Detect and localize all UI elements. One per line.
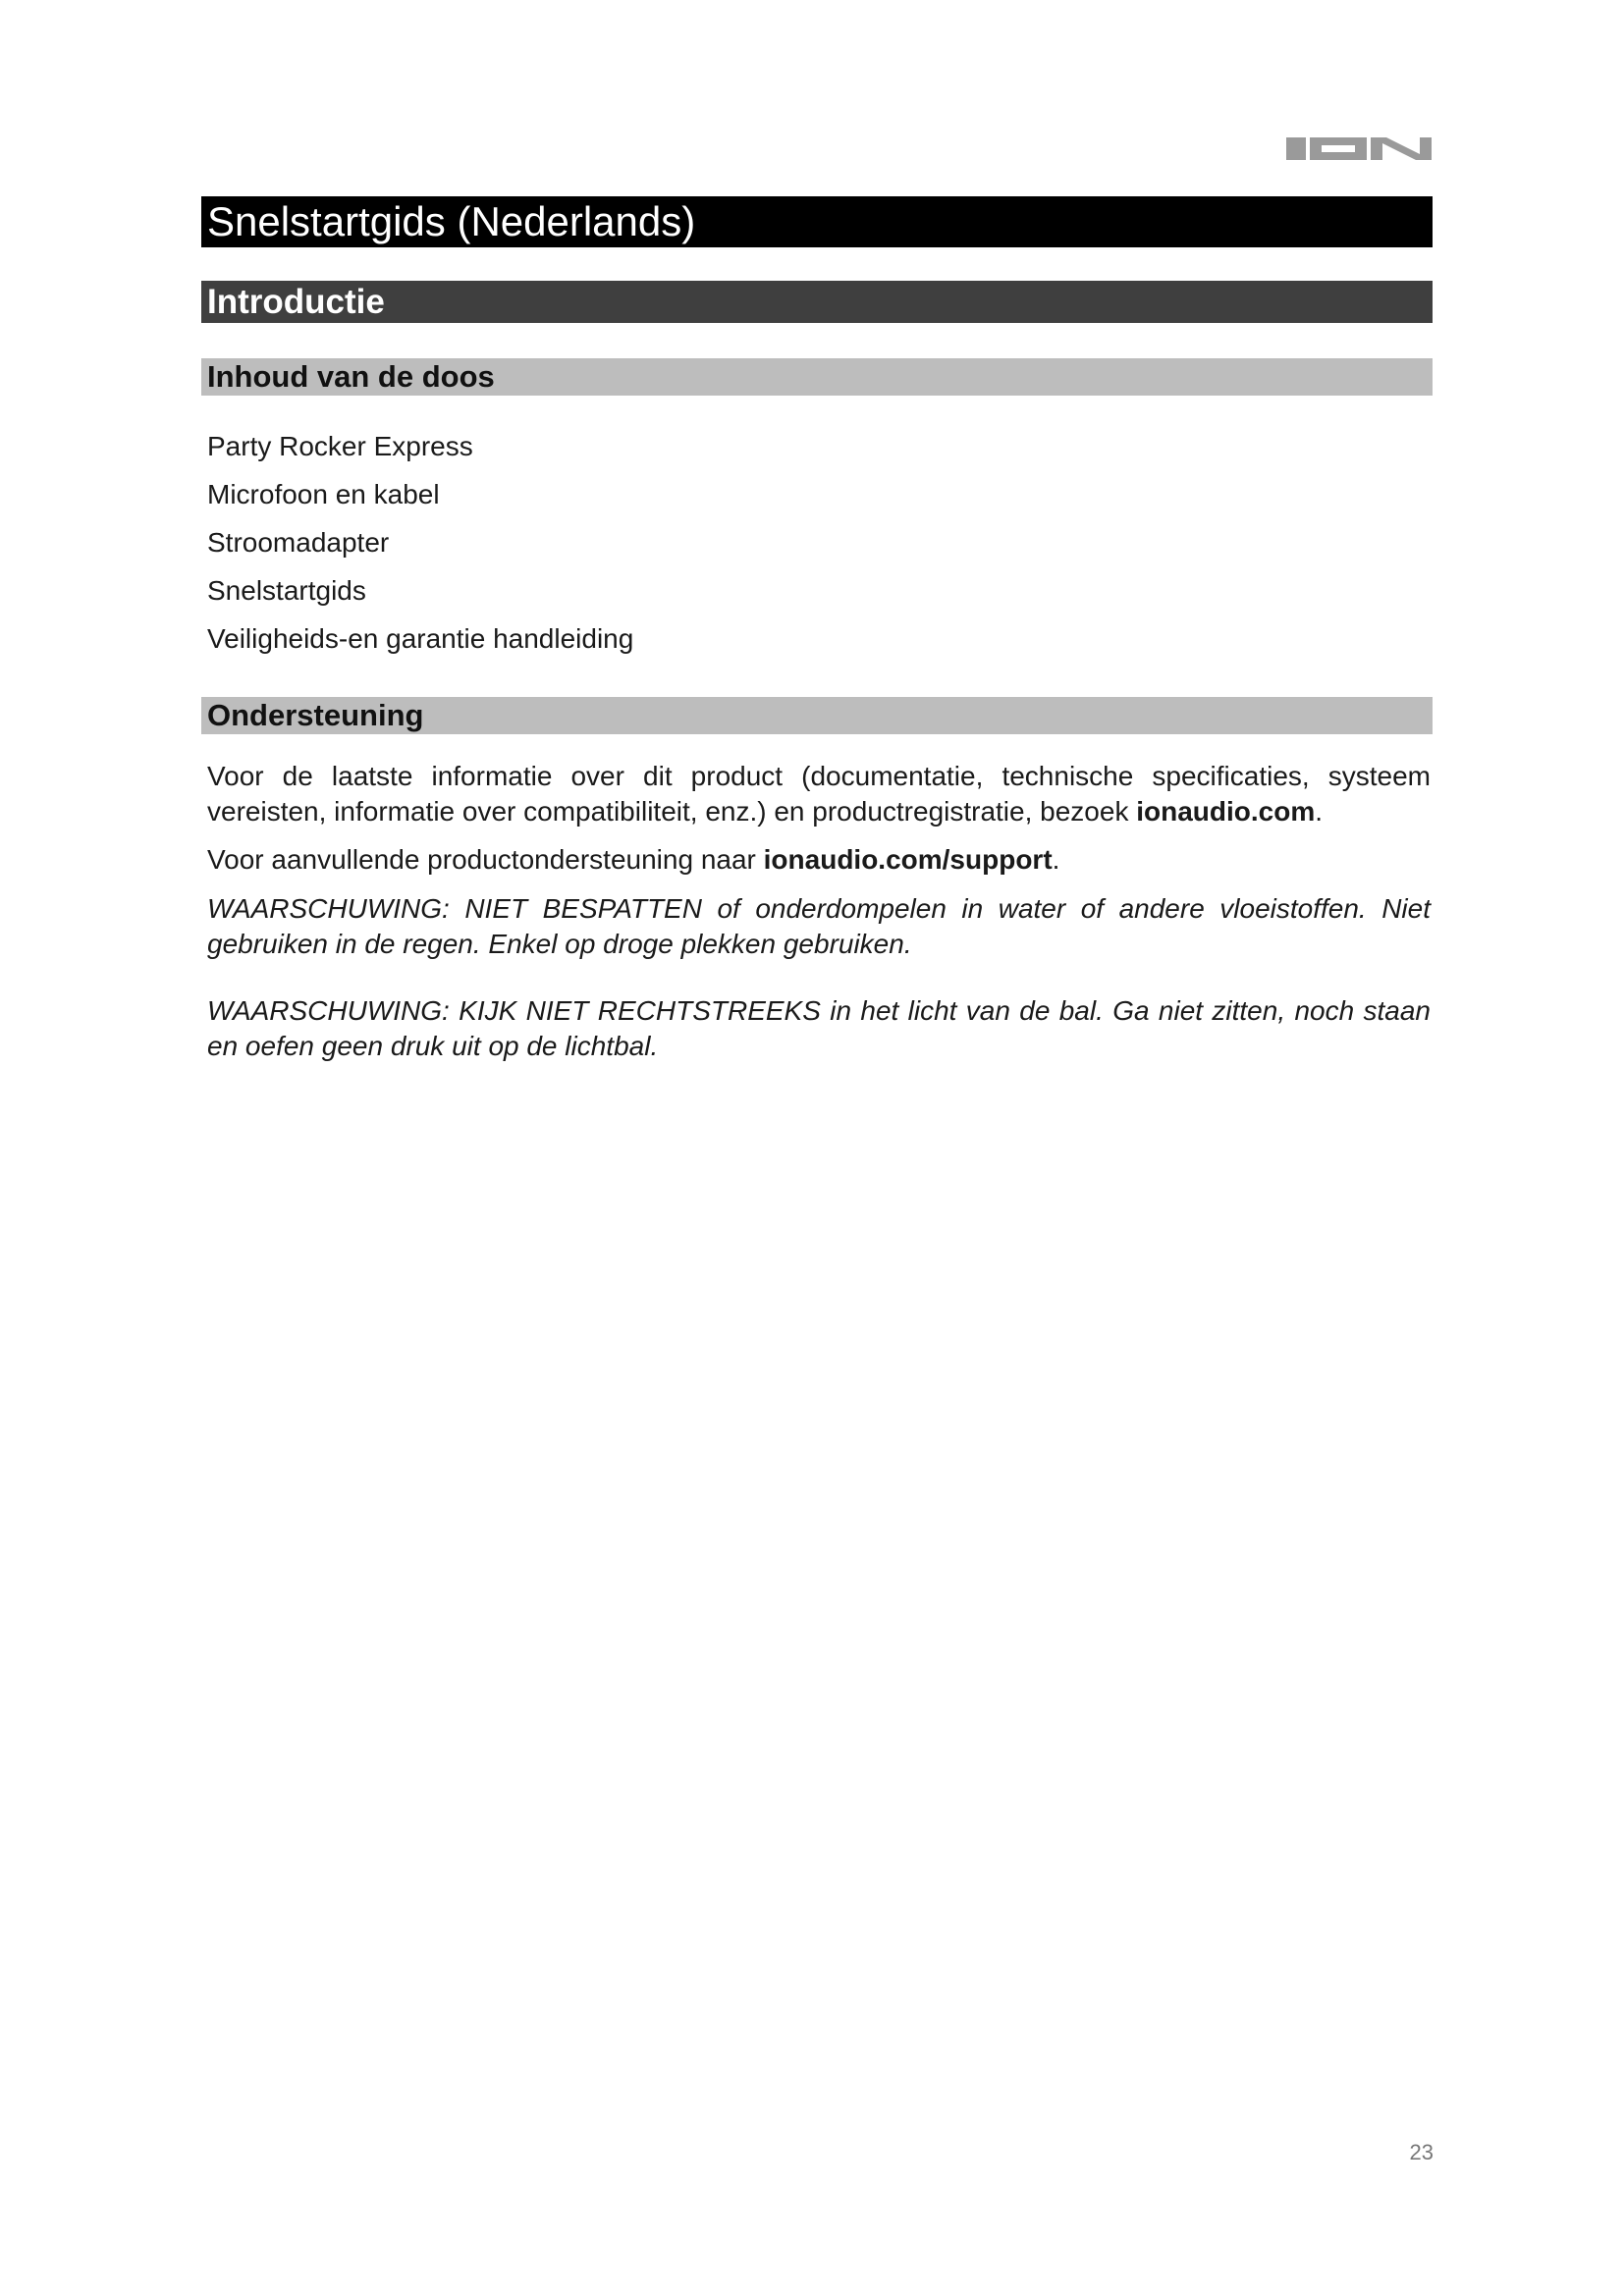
subsection-heading-support: Ondersteuning [201,697,1433,734]
page-title: Snelstartgids (Nederlands) [201,196,1433,247]
subsection-heading-box-contents: Inhoud van de doos [201,358,1433,396]
list-item: Snelstartgids [207,575,366,606]
support-paragraph-info [207,759,1431,829]
box-contents-list [207,422,633,663]
support-paragraph-help-end: . [1052,844,1060,875]
warning-water: WAARSCHUWING: NIET BESPATTEN of onderdompelen in water of andere vloeistoffen. Niet gebruiken in de regen. Enkel op droge plekken gebruiken. [207,893,1431,959]
support-paragraph-help [207,842,1431,878]
list-item: Party Rocker Express [207,431,473,461]
ion-logo [1286,133,1432,163]
website-link[interactable]: ionaudio.com [1136,796,1316,827]
page-number: 23 [1409,2140,1434,2164]
support-paragraph-info-text: Voor de laatste informatie over dit product (documentatie, technische specificaties, systeem vereisten, informatie over compatibiliteit, enz.) en productregistratie, bezoek [207,761,1431,827]
warning-light: WAARSCHUWING: KIJK NIET RECHTSTREEKS in het licht van de bal. Ga niet zitten, noch staan en oefen geen druk uit op de lichtbal. [207,995,1431,1061]
ion-logo-mark [1286,133,1432,163]
list-item: Veiligheids-en garantie handleiding [207,623,634,654]
list-item: Microfoon en kabel [207,479,440,509]
support-paragraph-info-end: . [1315,796,1324,827]
section-heading-introductie: Introductie [201,281,1433,323]
list-item: Stroomadapter [207,527,390,558]
support-paragraph-help-text: Voor aanvullende productondersteuning naar [207,844,764,875]
support-link[interactable]: ionaudio.com/support [763,844,1053,875]
